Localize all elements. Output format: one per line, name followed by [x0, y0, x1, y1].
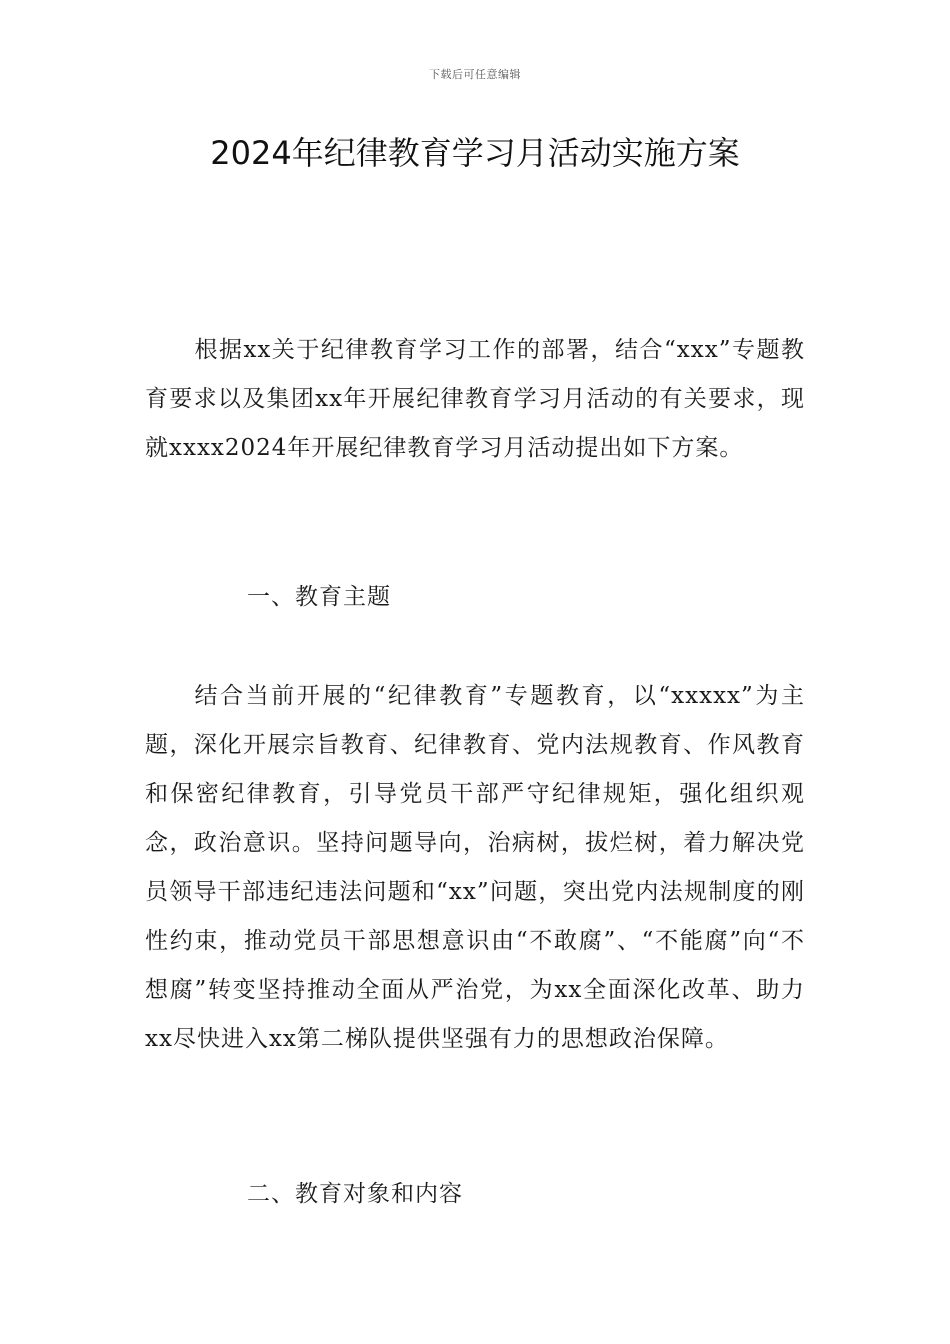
header-note: 下载后可任意编辑 [429, 68, 521, 81]
document-title: 2024年纪律教育学习月活动实施方案 [210, 134, 740, 172]
theme-paragraph: 结合当前开展的“纪律教育”专题教育，以“xxxxx”为主题，深化开展宗旨教育、纪律教育、党内法规教育、作风教育和保密纪律教育，引导党员干部严守纪律规矩，强化组织观念，政治意识。坚持问题导向，治病树，拔烂树，着力解决党员领导干部违纪违法问题和“xx”问题，突出党内法规制度的刚性约束，推动党员干部思想意识由“不敢腐”、“不能腐”向“不想腐”转变坚持推动全面从严治党，为xx全面深化改革、助力xx尽快进入xx第二梯队提供坚强有力的思想政治保障。 [145, 683, 805, 1052]
section-heading-targets: 二、教育对象和内容 [247, 1181, 463, 1207]
intro-paragraph: 根据xx关于纪律教育学习工作的部署，结合“xxx”专题教育要求以及集团xx年开展纪律教育学习月活动的有关要求，现就xxxx2024年开展纪律教育学习月活动提出如下方案。 [145, 337, 805, 461]
section-heading-theme: 一、教育主题 [247, 584, 391, 610]
